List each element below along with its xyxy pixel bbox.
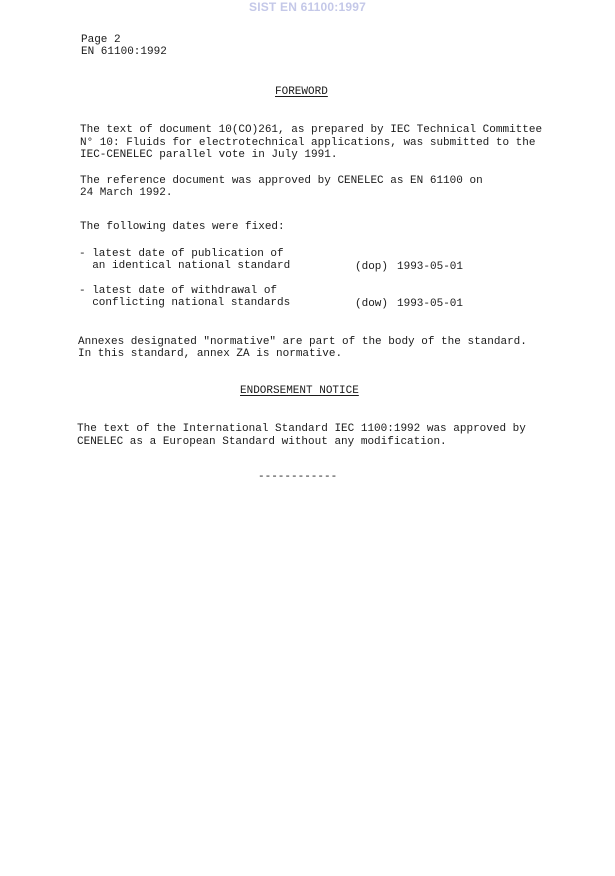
dates-intro: The following dates were fixed: bbox=[80, 221, 285, 233]
page-number: Page 2 bbox=[81, 34, 121, 46]
separator-line: ------------ bbox=[258, 471, 338, 483]
date-item-label: - latest date of publication of bbox=[79, 248, 284, 260]
text-line: In this standard, annex ZA is normative. bbox=[78, 348, 343, 360]
date-value: 1993-05-01 bbox=[397, 298, 464, 310]
text-line: CENELEC as a European Standard without any modification. bbox=[77, 436, 447, 448]
text-line: 24 March 1992. bbox=[80, 187, 173, 199]
date-value: 1993-05-01 bbox=[397, 261, 464, 273]
date-abbreviation: (dop) bbox=[355, 261, 389, 273]
text-line: The text of document 10(CO)261, as prepared by IEC Technical Committee bbox=[80, 124, 543, 136]
date-item-label: an identical national standard bbox=[79, 260, 291, 272]
date-abbreviation: (dow) bbox=[355, 298, 389, 310]
text-line: The text of the International Standard IEC 1100:1992 was approved by bbox=[77, 423, 526, 435]
date-item-label: conflicting national standards bbox=[79, 297, 291, 309]
watermark: SIST EN 61100:1997 bbox=[248, 0, 366, 14]
text-line: Annexes designated "normative" are part of the body of the standard. bbox=[78, 336, 527, 348]
foreword-heading: FOREWORD bbox=[275, 86, 328, 98]
date-item-label: - latest date of withdrawal of bbox=[79, 285, 278, 297]
endorsement-heading: ENDORSEMENT NOTICE bbox=[240, 385, 359, 397]
text-line: IEC-CENELEC parallel vote in July 1991. bbox=[80, 149, 338, 161]
document-id: EN 61100:1992 bbox=[81, 46, 167, 58]
text-line: The reference document was approved by CENELEC as EN 61100 on bbox=[80, 175, 483, 187]
text-line: N° 10: Fluids for electrotechnical applications, was submitted to the bbox=[80, 137, 536, 149]
